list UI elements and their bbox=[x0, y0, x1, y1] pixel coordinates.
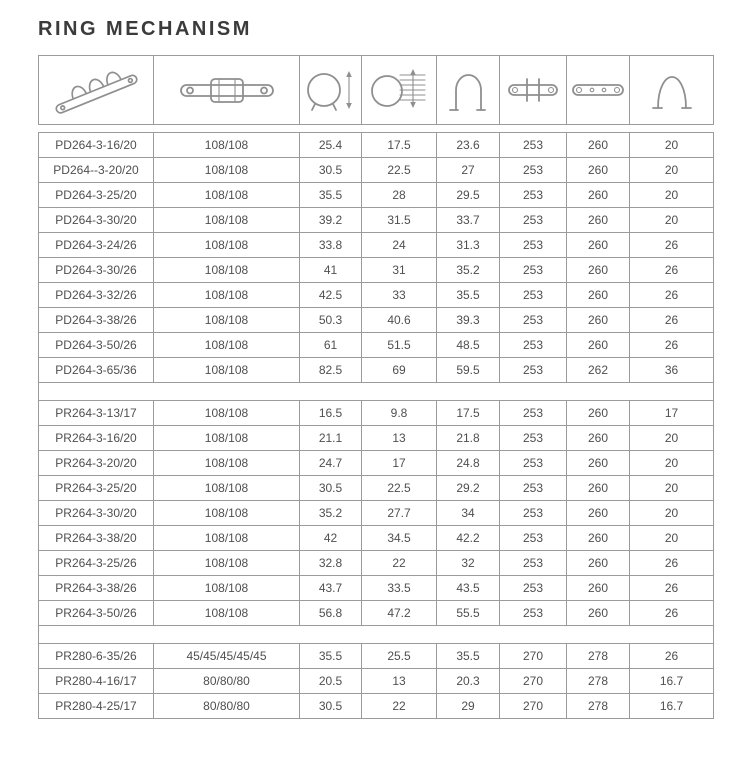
value-cell: 40.6 bbox=[362, 308, 437, 333]
spec-table-section bbox=[38, 643, 714, 719]
value-cell: 31.3 bbox=[437, 233, 500, 258]
header-cell bbox=[630, 56, 714, 125]
value-cell: 51.5 bbox=[362, 333, 437, 358]
value-cell: 260 bbox=[567, 526, 630, 551]
value-cell: 31.5 bbox=[362, 208, 437, 233]
value-cell: 30.5 bbox=[300, 476, 362, 501]
table-row bbox=[39, 308, 714, 333]
table-row bbox=[39, 576, 714, 601]
value-cell: 108/108 bbox=[154, 233, 300, 258]
value-cell: 42 bbox=[300, 526, 362, 551]
model-cell: PR264-3-38/20 bbox=[39, 526, 154, 551]
value-cell: 108/108 bbox=[154, 526, 300, 551]
value-cell: 32 bbox=[437, 551, 500, 576]
value-cell: 108/108 bbox=[154, 158, 300, 183]
value-cell: 35.5 bbox=[300, 644, 362, 669]
value-cell: 33.7 bbox=[437, 208, 500, 233]
value-cell: 260 bbox=[567, 183, 630, 208]
value-cell: 26 bbox=[630, 333, 714, 358]
value-cell: 27.7 bbox=[362, 501, 437, 526]
table-row bbox=[39, 426, 714, 451]
table-row bbox=[39, 258, 714, 283]
header-body-gap bbox=[38, 125, 713, 132]
value-cell: 20 bbox=[630, 158, 714, 183]
value-cell: 25.4 bbox=[300, 133, 362, 158]
model-cell: PD264-3-50/26 bbox=[39, 333, 154, 358]
table-row bbox=[39, 401, 714, 426]
value-cell: 43.5 bbox=[437, 576, 500, 601]
header-cell bbox=[567, 56, 630, 125]
value-cell: 260 bbox=[567, 401, 630, 426]
value-cell: 253 bbox=[500, 601, 567, 626]
value-cell: 16.7 bbox=[630, 694, 714, 719]
ring-profile-icon bbox=[437, 61, 499, 119]
value-cell: 108/108 bbox=[154, 601, 300, 626]
model-cell: PD264--3-20/20 bbox=[39, 158, 154, 183]
value-cell: 108/108 bbox=[154, 133, 300, 158]
value-cell: 108/108 bbox=[154, 358, 300, 383]
value-cell: 253 bbox=[500, 183, 567, 208]
value-cell: 262 bbox=[567, 358, 630, 383]
value-cell: 108/108 bbox=[154, 426, 300, 451]
header-cell bbox=[500, 56, 567, 125]
value-cell: 26 bbox=[630, 551, 714, 576]
header-cell bbox=[362, 56, 437, 125]
value-cell: 253 bbox=[500, 308, 567, 333]
value-cell: 253 bbox=[500, 258, 567, 283]
value-cell: 20 bbox=[630, 183, 714, 208]
value-cell: 22 bbox=[362, 551, 437, 576]
value-cell: 35.2 bbox=[437, 258, 500, 283]
value-cell: 61 bbox=[300, 333, 362, 358]
spec-table-section bbox=[38, 132, 714, 383]
value-cell: 108/108 bbox=[154, 451, 300, 476]
model-cell: PR264-3-25/20 bbox=[39, 476, 154, 501]
value-cell: 260 bbox=[567, 258, 630, 283]
value-cell: 270 bbox=[500, 644, 567, 669]
value-cell: 108/108 bbox=[154, 283, 300, 308]
ring-mechanism-assembly-icon bbox=[39, 61, 153, 119]
value-cell: 45/45/45/45/45 bbox=[154, 644, 300, 669]
value-cell: 56.8 bbox=[300, 601, 362, 626]
value-cell: 33.5 bbox=[362, 576, 437, 601]
overall-length-top-view-icon bbox=[567, 62, 629, 118]
table-row bbox=[39, 333, 714, 358]
value-cell: 108/108 bbox=[154, 208, 300, 233]
model-cell: PR280-6-35/26 bbox=[39, 644, 154, 669]
header-cell bbox=[39, 56, 154, 125]
value-cell: 253 bbox=[500, 158, 567, 183]
table-row bbox=[39, 358, 714, 383]
value-cell: 253 bbox=[500, 576, 567, 601]
value-cell: 9.8 bbox=[362, 401, 437, 426]
value-cell: 21.8 bbox=[437, 426, 500, 451]
value-cell: 260 bbox=[567, 451, 630, 476]
value-cell: 253 bbox=[500, 526, 567, 551]
table-row bbox=[39, 133, 714, 158]
plate-length-top-view-icon bbox=[500, 62, 566, 118]
table-row bbox=[39, 669, 714, 694]
table-row bbox=[39, 526, 714, 551]
value-cell: 21.1 bbox=[300, 426, 362, 451]
value-cell: 41 bbox=[300, 258, 362, 283]
value-cell: 278 bbox=[567, 644, 630, 669]
value-cell: 260 bbox=[567, 576, 630, 601]
spec-table-body bbox=[38, 132, 713, 719]
value-cell: 260 bbox=[567, 333, 630, 358]
value-cell: 34.5 bbox=[362, 526, 437, 551]
model-cell: PR264-3-13/17 bbox=[39, 401, 154, 426]
value-cell: 50.3 bbox=[300, 308, 362, 333]
value-cell: 253 bbox=[500, 551, 567, 576]
value-cell: 270 bbox=[500, 694, 567, 719]
value-cell: 253 bbox=[500, 233, 567, 258]
ring-sheet-capacity-icon bbox=[362, 61, 436, 119]
value-cell: 108/108 bbox=[154, 333, 300, 358]
value-cell: 42.2 bbox=[437, 526, 500, 551]
model-cell: PD264-3-24/26 bbox=[39, 233, 154, 258]
value-cell: 25.5 bbox=[362, 644, 437, 669]
model-cell: PD264-3-30/26 bbox=[39, 258, 154, 283]
value-cell: 26 bbox=[630, 644, 714, 669]
model-cell: PD264-3-25/20 bbox=[39, 183, 154, 208]
value-cell: 30.5 bbox=[300, 694, 362, 719]
value-cell: 253 bbox=[500, 333, 567, 358]
value-cell: 47.2 bbox=[362, 601, 437, 626]
value-cell: 17 bbox=[630, 401, 714, 426]
value-cell: 260 bbox=[567, 133, 630, 158]
value-cell: 26 bbox=[630, 258, 714, 283]
header-cell bbox=[300, 56, 362, 125]
table-row bbox=[39, 283, 714, 308]
value-cell: 17.5 bbox=[362, 133, 437, 158]
value-cell: 260 bbox=[567, 158, 630, 183]
value-cell: 108/108 bbox=[154, 551, 300, 576]
value-cell: 260 bbox=[567, 501, 630, 526]
value-cell: 253 bbox=[500, 133, 567, 158]
model-cell: PR264-3-30/20 bbox=[39, 501, 154, 526]
value-cell: 270 bbox=[500, 669, 567, 694]
value-cell: 20 bbox=[630, 426, 714, 451]
value-cell: 108/108 bbox=[154, 476, 300, 501]
value-cell: 260 bbox=[567, 426, 630, 451]
value-cell: 26 bbox=[630, 601, 714, 626]
value-cell: 35.2 bbox=[300, 501, 362, 526]
spec-table-header bbox=[38, 55, 714, 125]
value-cell: 24 bbox=[362, 233, 437, 258]
clip-plate-top-view-icon bbox=[154, 62, 299, 118]
value-cell: 29.5 bbox=[437, 183, 500, 208]
header-row bbox=[39, 56, 714, 125]
value-cell: 253 bbox=[500, 283, 567, 308]
d-ring-shape-icon bbox=[630, 61, 713, 119]
model-cell: PR264-3-50/26 bbox=[39, 601, 154, 626]
value-cell: 55.5 bbox=[437, 601, 500, 626]
value-cell: 35.5 bbox=[437, 644, 500, 669]
value-cell: 26 bbox=[630, 308, 714, 333]
value-cell: 35.5 bbox=[300, 183, 362, 208]
value-cell: 260 bbox=[567, 208, 630, 233]
table-row bbox=[39, 451, 714, 476]
value-cell: 260 bbox=[567, 283, 630, 308]
value-cell: 31 bbox=[362, 258, 437, 283]
header-cell bbox=[154, 56, 300, 125]
value-cell: 278 bbox=[567, 669, 630, 694]
value-cell: 260 bbox=[567, 308, 630, 333]
table-row bbox=[39, 208, 714, 233]
value-cell: 22.5 bbox=[362, 476, 437, 501]
value-cell: 39.3 bbox=[437, 308, 500, 333]
value-cell: 29.2 bbox=[437, 476, 500, 501]
value-cell: 26 bbox=[630, 283, 714, 308]
spec-table-section bbox=[38, 400, 714, 626]
value-cell: 253 bbox=[500, 426, 567, 451]
model-cell: PR264-3-20/20 bbox=[39, 451, 154, 476]
table-row bbox=[39, 476, 714, 501]
value-cell: 20 bbox=[630, 451, 714, 476]
value-cell: 253 bbox=[500, 501, 567, 526]
value-cell: 59.5 bbox=[437, 358, 500, 383]
value-cell: 253 bbox=[500, 401, 567, 426]
value-cell: 43.7 bbox=[300, 576, 362, 601]
model-cell: PD264-3-32/26 bbox=[39, 283, 154, 308]
value-cell: 80/80/80 bbox=[154, 669, 300, 694]
value-cell: 24.7 bbox=[300, 451, 362, 476]
value-cell: 108/108 bbox=[154, 308, 300, 333]
value-cell: 16.7 bbox=[630, 669, 714, 694]
group-spacer bbox=[38, 383, 714, 400]
value-cell: 36 bbox=[630, 358, 714, 383]
group-spacer bbox=[38, 626, 714, 643]
table-row bbox=[39, 694, 714, 719]
value-cell: 108/108 bbox=[154, 183, 300, 208]
value-cell: 20 bbox=[630, 208, 714, 233]
model-cell: PD264-3-65/36 bbox=[39, 358, 154, 383]
model-cell: PR264-3-16/20 bbox=[39, 426, 154, 451]
value-cell: 20 bbox=[630, 476, 714, 501]
value-cell: 33.8 bbox=[300, 233, 362, 258]
model-cell: PR264-3-25/26 bbox=[39, 551, 154, 576]
value-cell: 253 bbox=[500, 358, 567, 383]
model-cell: PR264-3-38/26 bbox=[39, 576, 154, 601]
model-cell: PR280-4-16/17 bbox=[39, 669, 154, 694]
value-cell: 13 bbox=[362, 669, 437, 694]
value-cell: 23.6 bbox=[437, 133, 500, 158]
header-cell bbox=[437, 56, 500, 125]
model-cell: PD264-3-16/20 bbox=[39, 133, 154, 158]
value-cell: 48.5 bbox=[437, 333, 500, 358]
value-cell: 108/108 bbox=[154, 258, 300, 283]
value-cell: 20.5 bbox=[300, 669, 362, 694]
value-cell: 82.5 bbox=[300, 358, 362, 383]
value-cell: 260 bbox=[567, 601, 630, 626]
value-cell: 69 bbox=[362, 358, 437, 383]
value-cell: 26 bbox=[630, 233, 714, 258]
value-cell: 20 bbox=[630, 133, 714, 158]
value-cell: 32.8 bbox=[300, 551, 362, 576]
value-cell: 16.5 bbox=[300, 401, 362, 426]
value-cell: 108/108 bbox=[154, 501, 300, 526]
value-cell: 39.2 bbox=[300, 208, 362, 233]
value-cell: 28 bbox=[362, 183, 437, 208]
value-cell: 42.5 bbox=[300, 283, 362, 308]
value-cell: 17.5 bbox=[437, 401, 500, 426]
value-cell: 26 bbox=[630, 576, 714, 601]
table-row bbox=[39, 233, 714, 258]
value-cell: 20 bbox=[630, 501, 714, 526]
value-cell: 278 bbox=[567, 694, 630, 719]
value-cell: 260 bbox=[567, 551, 630, 576]
value-cell: 20 bbox=[630, 526, 714, 551]
page-title: RING MECHANISM bbox=[38, 18, 252, 40]
value-cell: 253 bbox=[500, 208, 567, 233]
table-row bbox=[39, 183, 714, 208]
value-cell: 20.3 bbox=[437, 669, 500, 694]
value-cell: 253 bbox=[500, 451, 567, 476]
value-cell: 29 bbox=[437, 694, 500, 719]
ring-outer-height-dimension-icon bbox=[300, 61, 361, 119]
table-row bbox=[39, 158, 714, 183]
value-cell: 35.5 bbox=[437, 283, 500, 308]
table-row bbox=[39, 551, 714, 576]
value-cell: 108/108 bbox=[154, 576, 300, 601]
table-row bbox=[39, 501, 714, 526]
value-cell: 22 bbox=[362, 694, 437, 719]
value-cell: 80/80/80 bbox=[154, 694, 300, 719]
value-cell: 13 bbox=[362, 426, 437, 451]
value-cell: 253 bbox=[500, 476, 567, 501]
value-cell: 34 bbox=[437, 501, 500, 526]
value-cell: 24.8 bbox=[437, 451, 500, 476]
model-cell: PD264-3-38/26 bbox=[39, 308, 154, 333]
table-row bbox=[39, 601, 714, 626]
value-cell: 30.5 bbox=[300, 158, 362, 183]
value-cell: 33 bbox=[362, 283, 437, 308]
value-cell: 108/108 bbox=[154, 401, 300, 426]
table-row bbox=[39, 644, 714, 669]
value-cell: 27 bbox=[437, 158, 500, 183]
value-cell: 17 bbox=[362, 451, 437, 476]
model-cell: PR280-4-25/17 bbox=[39, 694, 154, 719]
value-cell: 260 bbox=[567, 476, 630, 501]
value-cell: 22.5 bbox=[362, 158, 437, 183]
value-cell: 260 bbox=[567, 233, 630, 258]
model-cell: PD264-3-30/20 bbox=[39, 208, 154, 233]
